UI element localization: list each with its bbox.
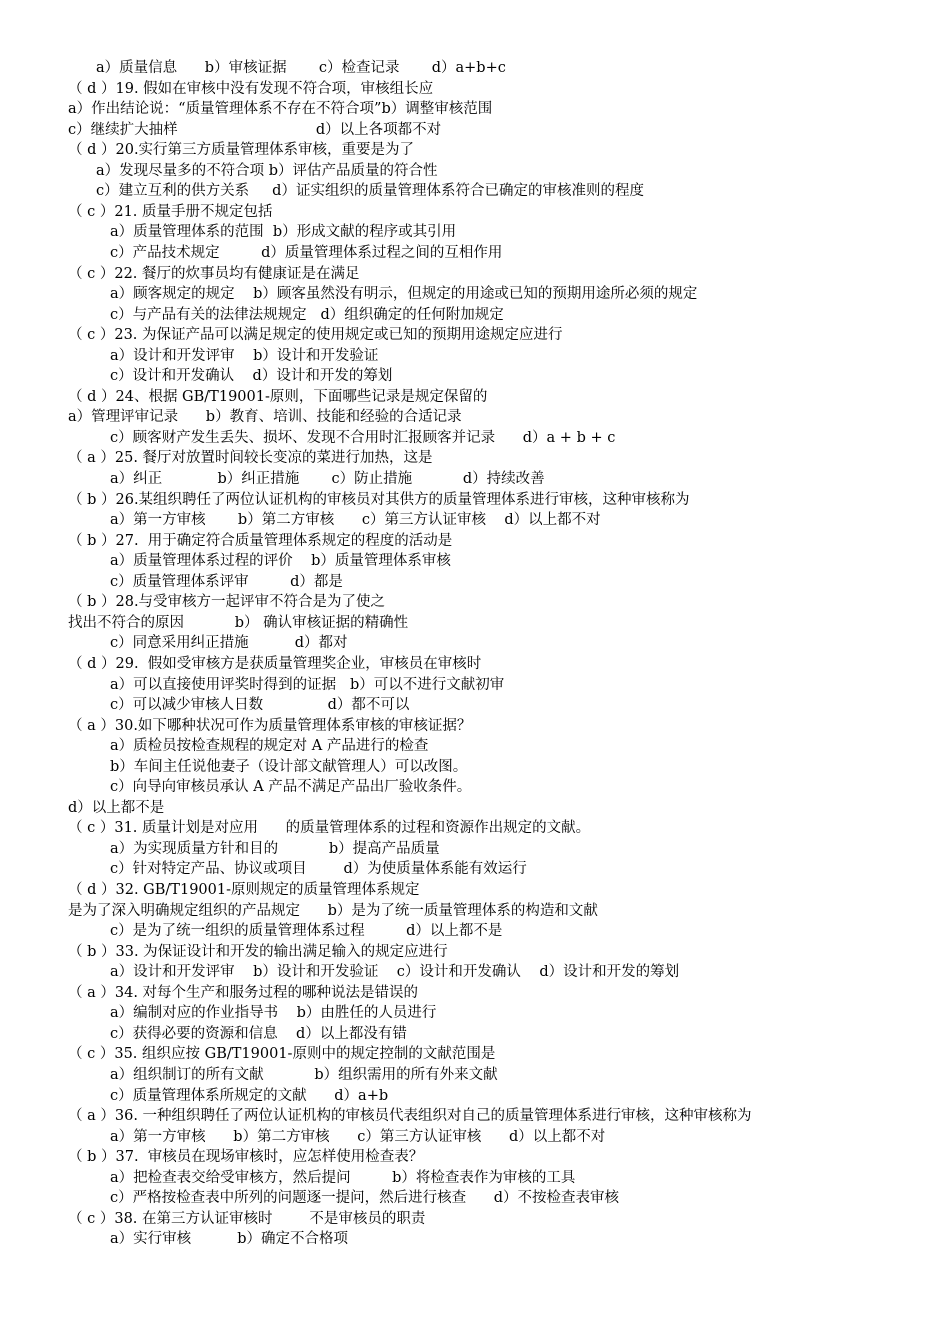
text-line: c）严格按检查表中所列的问题逐一提问，然后进行核查 d）不按检查表审核 bbox=[110, 1190, 620, 1207]
text-line: a）作出结论说：“质量管理体系不存在不符合项”b）调整审核范围 bbox=[68, 101, 493, 118]
text-line: （ d ）24、根据 GB/T19001-原则，下面哪些记录是规定保留的 bbox=[68, 388, 488, 405]
text-line: a）顾客规定的规定 b）顾客虽然没有明示，但规定的用途或已知的预期用途所必须的规定 bbox=[110, 286, 698, 303]
text-line: （ c ）35. 组织应按 GB/T19001-原则中的规定控制的文献范围是 bbox=[68, 1046, 496, 1063]
text-line: a）把检查表交给受审核方，然后提问 b）将检查表作为审核的工具 bbox=[110, 1169, 576, 1186]
text-line: a）管理评审记录 b）教育、培训、技能和经验的合适记录 bbox=[68, 409, 462, 426]
text-line: （ a ）34. 对每个生产和服务过程的哪种说法是错误的 bbox=[68, 984, 419, 1001]
text-line: （ d ）20.实行第三方质量管理体系审核，重要是为了 bbox=[68, 142, 415, 159]
text-line: 是为了深入明确规定组织的产品规定 b）是为了统一质量管理体系的构造和文献 bbox=[68, 902, 598, 919]
text-line: （ d ）32. GB/T19001-原则规定的质量管理体系规定 bbox=[68, 882, 420, 898]
text-line: a）设计和开发评审 b）设计和开发验证 bbox=[110, 347, 379, 364]
text-line: （ c ）38. 在第三方认证审核时 不是审核员的职责 bbox=[68, 1210, 426, 1227]
text-line: （ c ）23. 为保证产品可以满足规定的使用规定或已知的预期用途规定应进行 bbox=[68, 327, 563, 344]
text-line: a）质量管理体系过程的评价 b）质量管理体系审核 bbox=[110, 553, 451, 570]
text-line: （ c ）21. 质量手册不规定包括 bbox=[68, 203, 273, 220]
text-line: a）质检员按检查规程的规定对 A 产品进行的检查 bbox=[110, 738, 429, 755]
text-line: （ b ）26.某组织聘任了两位认证机构的审核员对其供方的质量管理体系进行审核，这种审核称为 bbox=[68, 491, 690, 508]
text-line: （ c ）31. 质量计划是对应用 的质量管理体系的过程和资源作出规定的文献。 bbox=[68, 820, 591, 837]
text-line: c）同意采用纠正措施 d）都对 bbox=[110, 635, 348, 652]
text-line: （ a ）25. 餐厅对放置时间较长变凉的菜进行加热，这是 bbox=[68, 450, 433, 467]
text-line: （ b ）28.与受审核方一起评审不符合是为了使之 bbox=[68, 594, 386, 611]
text-line: a）实行审核 b）确定不合格项 bbox=[110, 1231, 349, 1248]
text-line: a）第一方审核 b）第二方审核 c）第三方认证审核 d）以上都不对 bbox=[110, 512, 601, 529]
text-line: a）纠正 b）纠正措施 c）防止措施 d）持续改善 bbox=[110, 471, 545, 487]
text-line: d）以上都不是 bbox=[68, 799, 165, 816]
text-line: a）可以直接使用评奖时得到的证据 b）可以不进行文献初审 bbox=[110, 676, 505, 693]
text-line: c）是为了统一组织的质量管理体系过程 d）以上都不是 bbox=[110, 923, 503, 940]
text-line: a）质量信息 b）审核证据 c）检查记录 d）a+b+c bbox=[96, 60, 506, 76]
text-line: a）质量管理体系的范围 b）形成文献的程序或其引用 bbox=[110, 224, 457, 241]
text-line: c）顾客财产发生丢失、损坏、发现不合用时汇报顾客并记录 d）a + b + c bbox=[110, 429, 616, 446]
text-line: c）继续扩大抽样 d）以上各项都不对 bbox=[68, 121, 442, 138]
text-line: c）针对特定产品、协议或项目 d）为使质量体系能有效运行 bbox=[110, 861, 527, 878]
text-line: 找出不符合的原因 b） 确认审核证据的精确性 bbox=[68, 614, 409, 631]
text-line: c）向导向审核员承认 A 产品不满足产品出厂验收条件。 bbox=[110, 779, 472, 796]
text-line: a）为实现质量方针和目的 b）提高产品质量 bbox=[110, 840, 440, 857]
text-line: （ b ）37. 审核员在现场审核时，应怎样使用检查表？ bbox=[68, 1149, 424, 1166]
text-line: c）获得必要的资源和信息 d）以上都没有错 bbox=[110, 1025, 407, 1042]
text-line: c）建立互利的供方关系 d）证实组织的质量管理体系符合已确定的审核准则的程度 bbox=[96, 183, 644, 200]
text-line: c）产品技术规定 d）质量管理体系过程之间的互相作用 bbox=[110, 244, 503, 261]
text-line: （ a ）30.如下哪种状况可作为质量管理体系审核的审核证据？ bbox=[68, 717, 472, 734]
text-line: （ b ）27. 用于确定符合质量管理体系规定的程度的活动是 bbox=[68, 532, 453, 549]
text-line: a）发现尽量多的不符合项 b）评估产品质量的符合性 bbox=[96, 162, 438, 179]
text-line: （ c ）22. 餐厅的炊事员均有健康证是在满足 bbox=[68, 265, 360, 282]
text-line: （ a ）36. 一种组织聘任了两位认证机构的审核员代表组织对自己的质量管理体系进行审核，这种审核称为 bbox=[68, 1108, 752, 1125]
text-line: a）编制对应的作业指导书 b）由胜任的人员进行 bbox=[110, 1005, 437, 1022]
text-line: c）与产品有关的法律法规规定 d）组织确定的任何附加规定 bbox=[110, 306, 504, 323]
text-line: （ d ）29. 假如受审核方是获质量管理奖企业，审核员在审核时 bbox=[68, 655, 482, 672]
text-line: a）设计和开发评审 b）设计和开发验证 c）设计和开发确认 d）设计和开发的筹划 bbox=[110, 964, 680, 981]
text-line: c）质量管理体系评审 d）都是 bbox=[110, 573, 343, 590]
text-line: c）质量管理体系所规定的文献 d）a+b bbox=[110, 1087, 389, 1104]
text-line: a）第一方审核 b）第二方审核 c）第三方认证审核 d）以上都不对 bbox=[110, 1128, 606, 1145]
text-line: b）车间主任说他妻子（设计部文献管理人）可以改图。 bbox=[110, 758, 468, 775]
text-line: a）组织制订的所有文献 b）组织需用的所有外来文献 bbox=[110, 1066, 498, 1083]
text-line: （ d ）19. 假如在审核中没有发现不符合项，审核组长应 bbox=[68, 80, 434, 97]
text-line: c）可以减少审核人日数 d）都不可以 bbox=[110, 697, 410, 714]
text-line: c）设计和开发确认 d）设计和开发的筹划 bbox=[110, 368, 393, 385]
text-line: （ b ）33. 为保证设计和开发的输出满足输入的规定应进行 bbox=[68, 943, 448, 960]
